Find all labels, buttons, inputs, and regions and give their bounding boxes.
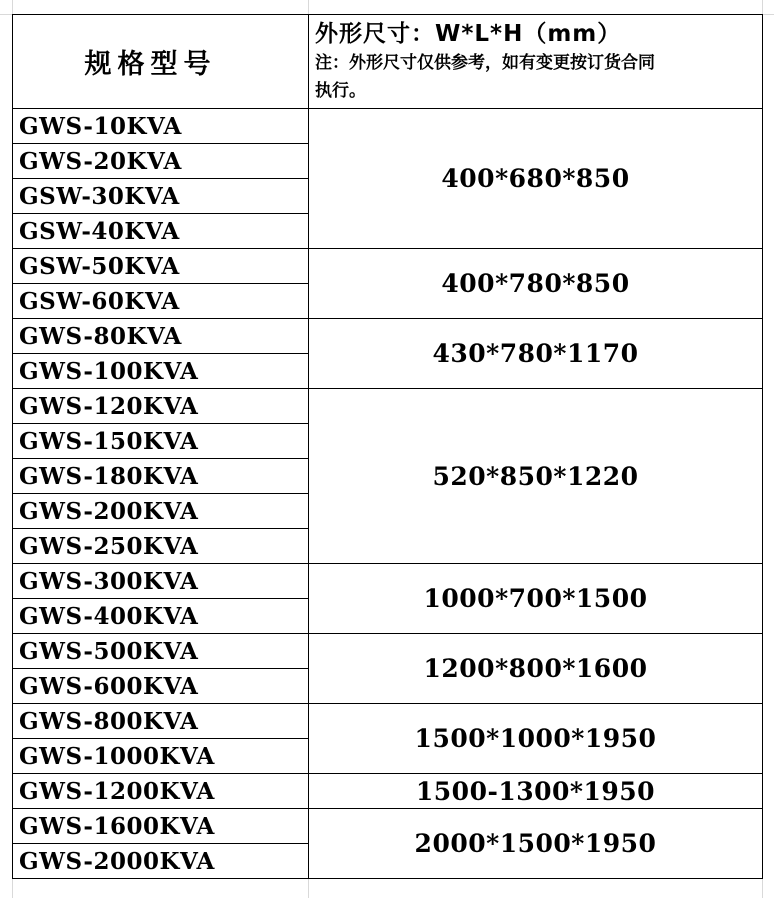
- table-row: [13, 704, 763, 739]
- size-cell[interactable]: 520*850*1220: [309, 389, 763, 564]
- model-cell[interactable]: GWS-80KVA: [13, 319, 309, 354]
- size-cell[interactable]: 2000*1500*1950: [309, 809, 763, 879]
- size-cell[interactable]: 430*780*1170: [309, 319, 763, 389]
- model-cell[interactable]: GWS-150KVA: [13, 424, 309, 459]
- table-header-row: [13, 15, 763, 109]
- model-cell[interactable]: GWS-800KVA: [13, 704, 309, 739]
- size-column-header[interactable]: [309, 15, 763, 109]
- size-cell[interactable]: 1500-1300*1950: [309, 774, 763, 809]
- model-cell[interactable]: GSW-50KVA: [13, 249, 309, 284]
- spec-table-body: [13, 15, 763, 879]
- table-row: [13, 564, 763, 599]
- spec-table: [12, 14, 763, 879]
- model-cell[interactable]: GWS-180KVA: [13, 459, 309, 494]
- model-cell[interactable]: GWS-600KVA: [13, 669, 309, 704]
- model-cell[interactable]: GWS-500KVA: [13, 634, 309, 669]
- table-row: [13, 774, 763, 809]
- size-cell[interactable]: 1000*700*1500: [309, 564, 763, 634]
- model-cell[interactable]: GWS-1200KVA: [13, 774, 309, 809]
- table-row: [13, 319, 763, 354]
- model-column-header[interactable]: 规格型号: [13, 15, 309, 109]
- model-cell[interactable]: GWS-1600KVA: [13, 809, 309, 844]
- table-row: [13, 809, 763, 844]
- size-cell[interactable]: 1200*800*1600: [309, 634, 763, 704]
- model-cell[interactable]: GWS-20KVA: [13, 144, 309, 179]
- model-cell[interactable]: GWS-400KVA: [13, 599, 309, 634]
- table-row: [13, 109, 763, 144]
- model-cell[interactable]: GWS-120KVA: [13, 389, 309, 424]
- model-cell[interactable]: GWS-1000KVA: [13, 739, 309, 774]
- model-cell[interactable]: GWS-300KVA: [13, 564, 309, 599]
- model-cell[interactable]: GWS-10KVA: [13, 109, 309, 144]
- model-cell[interactable]: GWS-250KVA: [13, 529, 309, 564]
- model-cell[interactable]: GSW-60KVA: [13, 284, 309, 319]
- model-cell[interactable]: GWS-100KVA: [13, 354, 309, 389]
- model-cell[interactable]: GSW-40KVA: [13, 214, 309, 249]
- size-column-note: 注：外形尺寸仅供参考，如有变更按订货合同执行。: [315, 53, 655, 101]
- size-column-title: 外形尺寸：W*L*H（mm）: [315, 21, 622, 47]
- size-cell[interactable]: 400*780*850: [309, 249, 763, 319]
- size-cell[interactable]: 1500*1000*1950: [309, 704, 763, 774]
- table-row: [13, 389, 763, 424]
- model-cell[interactable]: GWS-2000KVA: [13, 844, 309, 879]
- model-cell[interactable]: GSW-30KVA: [13, 179, 309, 214]
- table-row: [13, 634, 763, 669]
- size-cell[interactable]: 400*680*850: [309, 109, 763, 249]
- model-cell[interactable]: GWS-200KVA: [13, 494, 309, 529]
- table-row: [13, 249, 763, 284]
